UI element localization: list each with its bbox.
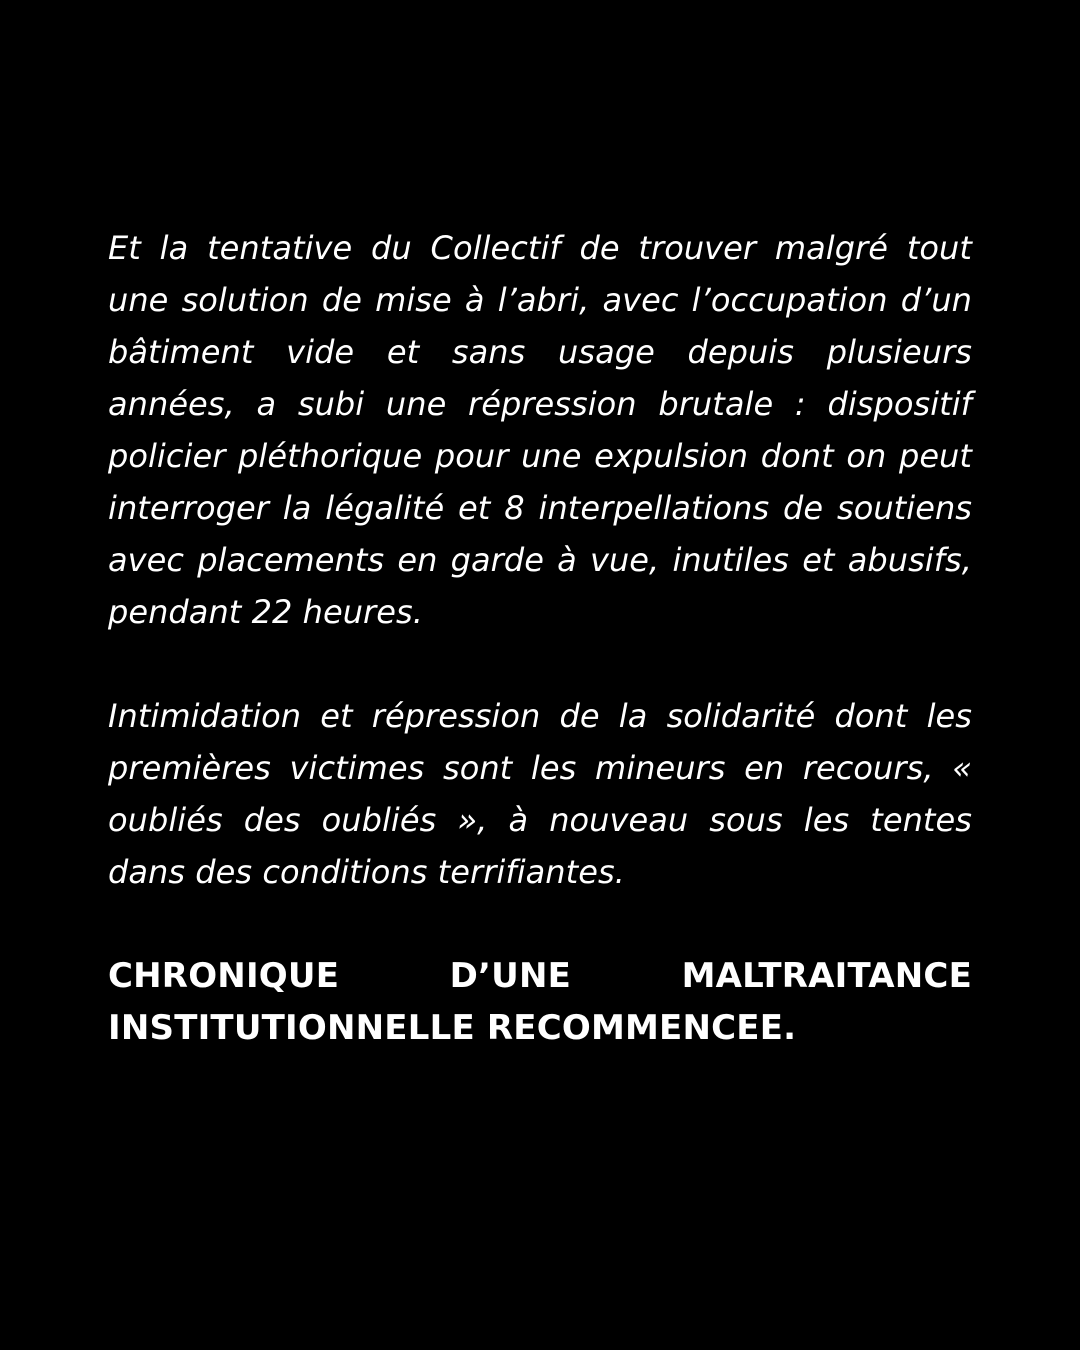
paragraph-intimidation: Intimidation et répression de la solidarité dont les premières victimes sont les mineurs en recours, « oubliés des oubliés », à nouveau sous les tentes dans des conditions terrifiantes. [108, 697, 972, 891]
closing-headline: CHRONIQUE D’UNE MALTRAITANCE INSTITUTIONNELLE RECOMMENCEE. [108, 956, 972, 1048]
paragraph-expulsion: Et la tentative du Collectif de trouver malgré tout une solution de mise à l’abri, avec l’occupation d’un bâtiment vide et sans usage depuis plusieurs années, a subi une répression brutale : dispositif policier pléthorique pour une expulsion dont on peut interroger la légalité et 8 interpellations de soutiens avec placements en garde à vue, inutiles et abusifs, pendant 22 heures. [108, 229, 972, 631]
text-block [108, 222, 972, 1054]
